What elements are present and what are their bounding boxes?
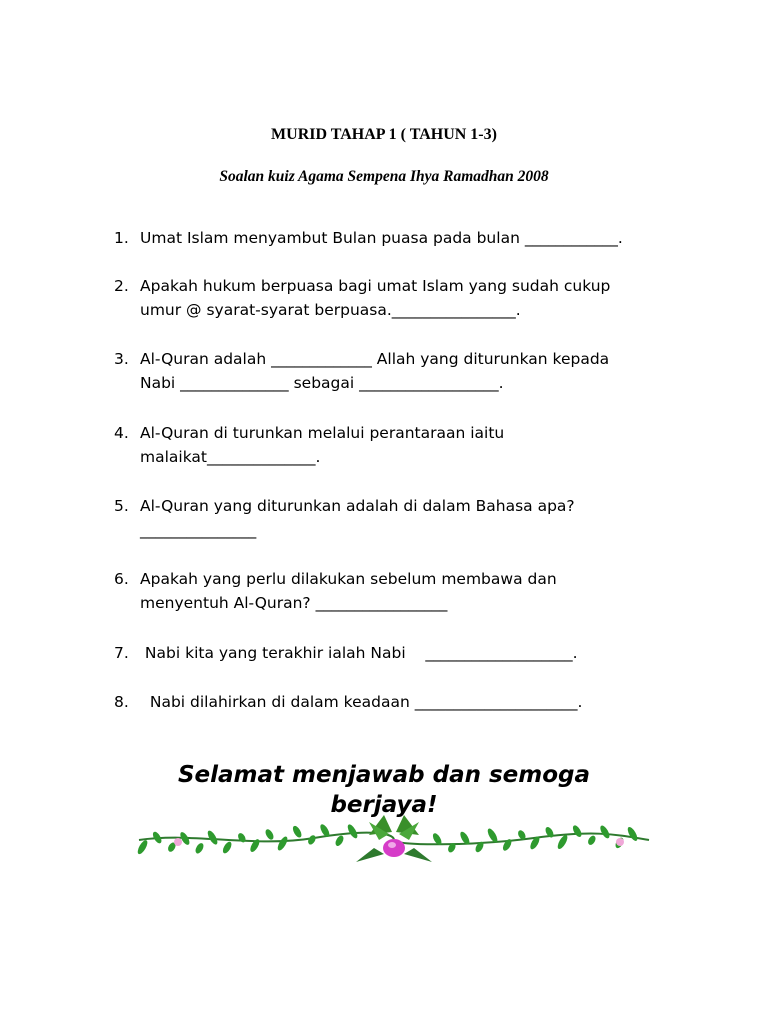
bud-right (616, 838, 624, 846)
question-text: malaikat______________. (140, 448, 321, 466)
vine-leaf (587, 834, 598, 846)
vine-leaf (206, 829, 219, 846)
vine-leaf (237, 832, 248, 844)
question-text: Al-Quran yang diturunkan adalah di dalam Bahasa apa? (140, 497, 575, 515)
question-number: 6. (114, 570, 129, 588)
vine-leaf (334, 834, 345, 847)
vine-leaf (194, 842, 205, 855)
question-item-2 (114, 274, 694, 322)
page-title: MURID TAHAP 1 ( TAHUN 1-3) (271, 126, 497, 143)
question-item-8 (114, 690, 694, 714)
question-text: Apakah yang perlu dilakukan sebelum membawa dan (140, 570, 557, 588)
question-text: Al-Quran adalah _____________ Allah yang diturunkan kepada (140, 350, 610, 368)
question-text: Apakah hukum berpuasa bagi umat Islam yang sudah cukup (140, 277, 611, 295)
question-number: 1. (114, 229, 129, 247)
vine-leaf (571, 824, 583, 838)
closing-line-1: Selamat menjawab dan semoga (177, 762, 591, 788)
question-number: 7. (114, 644, 129, 662)
vine-leaf (599, 824, 612, 840)
question-number: 8. (114, 693, 129, 711)
vine-leaf (291, 825, 303, 839)
vine-leaf (626, 826, 639, 843)
vine-leaf (136, 839, 149, 856)
vine-leaf (276, 835, 289, 852)
vine-leaf (346, 823, 359, 840)
question-number: 3. (114, 350, 129, 368)
question-text: umur @ syarat-syarat berpuasa.________________. (140, 301, 521, 319)
question-item-3 (114, 347, 694, 395)
question-number: 4. (114, 424, 129, 442)
question-number: 5. (114, 497, 129, 515)
question-item-4 (114, 421, 694, 469)
vine-leaf (264, 828, 275, 841)
vine-leaf (221, 840, 233, 854)
question-item-6 (114, 567, 694, 615)
closing-line-2: berjaya! (330, 792, 438, 818)
bud-left (174, 838, 182, 846)
question-number: 2. (114, 277, 129, 295)
question-text: Nabi ______________ sebagai __________________. (140, 374, 504, 392)
question-item-7 (114, 641, 694, 665)
question-text: Umat Islam menyambut Bulan puasa pada bulan ____________. (140, 229, 623, 247)
question-item-1 (114, 226, 694, 250)
page-subtitle: Soalan kuiz Agama Sempena Ihya Ramadhan 2008 (219, 168, 549, 185)
question-text: Al-Quran di turunkan melalui perantaraan iaitu (140, 424, 505, 442)
question-item-5 (114, 494, 694, 542)
question-text: Nabi dilahirkan di dalam keadaan _____________________. (140, 693, 583, 711)
question-text: Nabi kita yang terakhir ialah Nabi ___________________. (140, 644, 578, 662)
question-text: menyentuh Al-Quran? _________________ (140, 594, 448, 612)
question-text: _______________ (140, 521, 257, 539)
floral-vine-icon (134, 810, 654, 870)
